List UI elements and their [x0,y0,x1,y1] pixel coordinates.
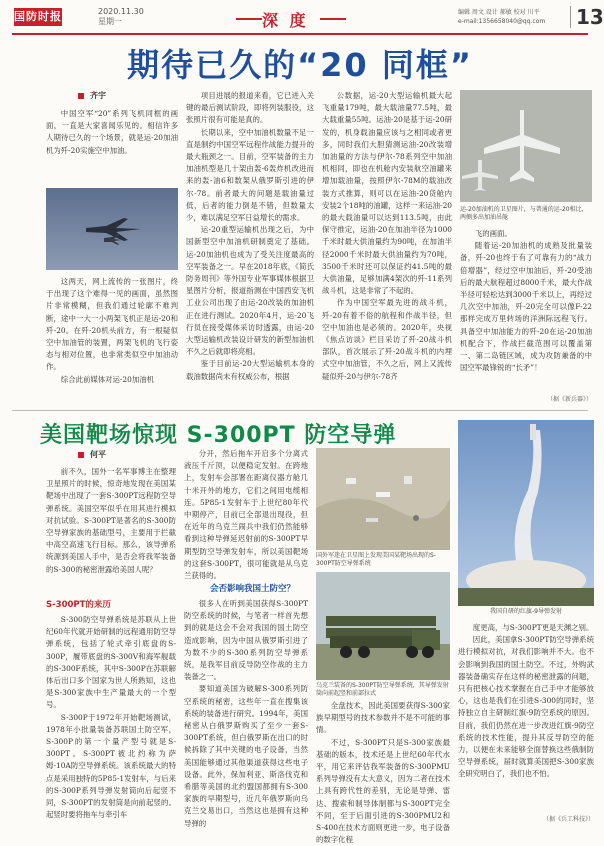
page-number: 13 [570,6,604,28]
article2-photo3-caption: 我国自研的红旗-9导弹发射 [490,608,562,615]
paragraph: 全盘技术，因此美国要获得S-300家族早期型号的技术参数并不是不可能的事情。 [316,701,450,735]
article2-source: （据《兵工科技》） [542,816,594,823]
issue-date [98,7,144,27]
paragraph: 公数据，运-20大型运输机最大起飞重量179吨，最大载油量77.5吨，最大载重量55吨。运油-20是基于运-20研发的，机身载油量应该与之相同或者更多，同时我们大胆猜测运油-20改装增加油量的方法与伊尔-78系列空中加油机相同，即也在机舱内安装航空油罐来增加载油量，按照伊尔-78M的载油改装方式推算，则可以在运油-20货舱内安装2个18吨的油罐，这样一来运油-20的最大载油量可以达到113.5吨，由此保守推定，运油-20在加油半径为1000千米时最大供油量约为90吨，在加油半径2000千米时最大供油量约为70吨，3500千米时还可以保证约41.5吨的最大供油量，足够加满4架次的歼-11系列战斗机，这是非常了不起的。 [322,91,452,296]
article2-photo-launcher [316,572,450,680]
section-divider [12,410,588,411]
paragraph: 鉴于目前运-20大型运输机本身的载油数据尚未有权威公布，根据 [186,359,314,381]
paragraph: 中国空军“20”系列飞机同框的画面，一直是大家喜闻乐见的。相信许多人期待已久的一个场景，就是运-20加油机为歼-20实施空中加油。 [46,109,178,155]
article2-subheading-1: S-300PT的来历 [46,600,111,610]
satellite-range-icon [316,448,450,550]
paragraph: 随着运-20加油机的成熟及批量装备，歼-20也终于有了可靠有力的“战力倍增器”，经过空中加油后，歼-20受油后的最大航程超过8000千米，最大作战半径可轻松达到3000千米以上，再经过几次空中加油，歼-20完全可以像F-22那样完成万里转场的洋洲际远程飞行。具备空中加油能力的歼-20在运-20加油机配合下，作战拦截范围可以覆盖第一、第二岛链区域，成为攻防兼备的中国空军最锋锐的“长矛”！ [460,241,592,373]
date-text: 2020.11.30 [98,7,144,16]
paragraph: 作为中国空军最先进的战斗机，歼-20有着不俗的航程和作战半径，但空中加油也是必须的。2020年，央视《焦点访谈》栏目采访了歼-20战斗机部队，首次展示了歼-20战斗机的内埋式空中加油管，不久之后，网上又流传疑似歼-20与伊尔-78齐 [322,298,452,381]
article1-col1-continued [46,276,178,404]
staff-credits [458,8,568,26]
article2-photo-satellite-range [316,448,450,550]
article2-photo-hq9-launch [458,420,594,606]
article2-author: 何平 [78,449,106,460]
section-title: 深 度 [262,11,309,30]
paragraph: 分开，然后拖车开启多个分离式液压千斤顶，以便稳定发射。在跨地上，发射车会部署在距离仪器方舱几十米开外的地方，它们之间用电缆相连。5P85-1发射车于上世纪80年代中期停产，目前已全部退出现役，但在近年的乌克兰闹兵中我们仍然能够看到这种导弹延迟射前的S-300PT早期型防空导弹发射车，所以美国靶场的这套S-300PT，很可能就是从乌克兰获得的。 [184,449,308,581]
article1-col1 [46,108,178,180]
article1-headline: 期待已久的“20 同框” [127,46,473,84]
article2-col4 [458,622,594,814]
article2-col1 [46,466,176,592]
article1-col3 [322,90,452,404]
paragraph: S-300P于1972年开始靶场测试，1978年小批量装备苏联国土防空军，S-300P的第一个量产型号就是S-300PT。S-300PT被北约称为萨姆-10A防空导弹系统。该系统最大的特点是采用独特的5P85-1发射车，与后来的S-300P系列导弹发射筒向后起竖不同，S-300PT的发射筒是向前起竖的。起竖时要将拖车与牵引车 [46,712,176,820]
paragraph: 度更高，与S-300PT更是天渊之别。 [472,623,594,632]
paragraph: 项目进展的报道来看，它已进入关键的最后测试阶段，即将列装服役，这张照片很有可能是真的。 [186,91,314,125]
article1-col2 [186,90,314,404]
article1-author: 齐宇 [78,90,106,101]
article2-photo2-caption: 乌克兰装备的S-300PT防空导弹系统，其导弹发射筒向前起竖和前部拉式 [316,682,449,697]
paragraph: 运-20重型运输机出现之后，为中国新型空中加油机研制奠定了基础。运-20加油机也成为了受关注度最高的空军装备之一。早在2018年底，《简氏防务周刊》等外国专业军事媒体根据卫星图片分析，报道指测在中国西安飞机工业公司出现了由运-20改装的加油机正在进行测试。2020年4月，运-20飞行员在接受媒体采访时透露，由运-20大型运输机改装设计研发的新型加油机不久之后就即将亮相。 [186,225,314,357]
article1-photo-satellite [460,90,592,202]
paragraph: 这两天，网上流传的一张图片，终于出现了这个难得一见的画面，虽然图片非常模糊，但我们通过轮廓不难判断，途中一大一小两架飞机正是运-20和歼-20。在歼-20机头前方，有一根疑似空中加油管的装置，两架飞机的飞行姿态与相对位置，也非常类似空中加油动作。 [46,277,178,372]
staff-line: 编辑 周文 设计 郝敏 校对 川平 [458,9,540,16]
article1-photo-blurry-aircraft [46,188,178,270]
missile-launch-icon [458,420,594,606]
paragraph: 飞的画面。 [474,229,512,238]
newspaper-logo: 国防时报 [14,8,62,26]
section-rule-right [320,18,346,20]
article1-photo-caption: 运-20加油机的卫星图片，与普通的运-20相比，两侧多出加油吊舱 [460,206,588,221]
paragraph: 因此，美国拿S-300PT防空导弹系统进行模拟对抗，对我们影响并不大。也不会影响到我国的国土防空。不过，外购武器装备确实存在这样的秘密泄露的问题，只有把核心技术掌握在自己手中才能够放心，这也是我们在引进S-300的同时，坚持独立自主研制红旗-9防空系统的原因。目前，我们仍然在进一步改进红旗-9防空系统的技术性能，提升其反导防空的能力，以便在未来能够全面替换这些俄制防空导弹系统，届时就算美国把S-300家族全研究明白了，我们也不怕。 [458,635,594,779]
article2-col2-continued [184,598,308,828]
section-rule-left [236,18,262,20]
article2-headline: 美国靶场惊现 S-300PT 防空导弹 [40,423,397,448]
article2-col2 [184,448,308,581]
article1-source: （据《新兵器》） [546,396,592,403]
contact-email: e-mail:1356658040@qq.com [458,18,546,25]
paragraph: 长期以来，空中加油机数量不足一直是制约中国空军远程作战能力提升的最大瓶颈之一。目前，空军装备的主力加油机型是几十架由轰-6轰炸机改进而来的轰-油6和数架从俄罗斯引进的伊尔-78。前者最大的问题是载油量过低，后者的能力倒是不错，但数量太少，难以满足空军日益增长的需求。 [186,127,314,223]
aircraft-silhouette-icon [46,188,178,270]
paragraph: 要知道美国为破解S-300系列防空系统的秘密，这些年一直在搜集该系统的装备进行研究。1994年，美国秘密从白俄罗斯购买了至少一套S-300PT系统，但白俄罗斯在出口的时候拆除了其中关键的电子设备，当然美国能够通过其他渠道获得这些电子设备。此外，保加利亚、斯洛伐克和希腊等美国的北约盟国都拥有S-300家族的早期型号，近几年俄罗斯向乌克兰交易出口，当然这也是拥有这种导弹的 [184,684,308,828]
paragraph: 综合此前媒体对运-20加油机 [60,374,154,384]
article2-col1-continued [46,614,176,820]
satellite-aircraft-icon [460,90,592,202]
paragraph: 很多人在听到美国获得S-300PT防空系统的时候，与笔者一样首先想到的就是这会不会对我国的国土防空造成影响，因为中国从俄罗斯引进了为数不少的S-300系列防空导弹系统，是我军目前反导防空作战的主力装备之一。 [184,599,308,682]
masthead-rule [12,33,588,35]
paragraph: 不过，S-300PT只是S-300家族最基础的版本，技术还是上世纪60年代水平，用它来评估我军装备的S-300PMU系列导弹没有太大意义，因为二者在技术上具有跨代性的差别，无论是导弹、雷达、搜索和制导体制都与S-300PT完全不同，至于后面引进的S-300PMU2和S-400在技术方面则更进一步，电子设备的数字化程 [316,737,450,845]
article1-col4 [460,228,592,388]
article2-col3 [316,700,450,845]
missile-launcher-icon [316,572,450,680]
article2-photo1-caption: 国外军迷在卫星图上发现美国某靶场出现的S-300PT防空导弹系统 [316,552,436,567]
article2-subheading-2: 会否影响我国土防空？ [210,584,296,594]
weekday-text: 星期一 [98,17,122,26]
paragraph: S-300防空导弹系统是苏联从上世纪60年代就开始研制的远程通用防空导弹系统，包括了轮式牵引底盘的S-300P，履带底盘的S-300V和海军舰载的S-300F系统，其中S-300P在苏联解体后出口多个国家为世人所熟知，这也是S-300家族中生产量最大的一个型号。 [46,615,176,710]
paragraph: 前不久，国外一名军事博主在整理卫星照片的时候，惊奇地发现在美国某靶场中出现了一套S-300PT远程防空导弹系统。美国空军似乎在用其进行模拟对抗试验。S-300PT是著名的S-300防空导弹家族的基础型号，主要用于拦截中高空高速飞行目标。那么，该导弹系统源到美国人手中，是否会将我军装备的S-300的秘密泄露给美国人呢？ [46,467,176,574]
